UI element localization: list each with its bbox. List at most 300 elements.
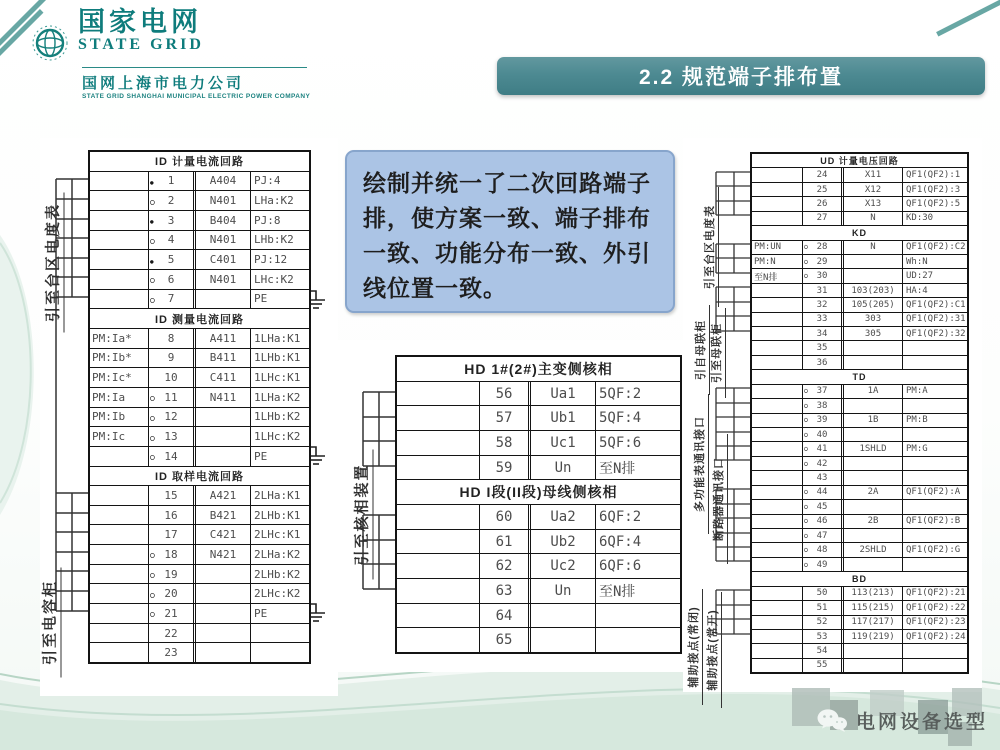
terminal-number: 18 (164, 547, 178, 561)
external-label-cell (90, 250, 149, 269)
terminal-number: 35 (816, 343, 828, 354)
destination-cell: 6QF:2 (599, 508, 642, 525)
external-label-cell: PM:Ic (90, 427, 149, 446)
link-marker-icon (804, 401, 808, 410)
external-label-cell (752, 529, 803, 542)
terminal-number: 21 (164, 606, 178, 620)
side-label: 引至核相装置 (351, 450, 374, 580)
destination-cell: PJ:4 (254, 174, 281, 188)
terminal-row (752, 427, 967, 441)
terminal-number: 43 (816, 472, 828, 483)
link-marker-icon (150, 175, 154, 186)
globe-icon (30, 22, 70, 64)
table-section-header (397, 357, 680, 381)
terminal-number: 53 (816, 631, 828, 642)
destination-cell: 1LHc:K1 (254, 371, 301, 385)
terminal-row (752, 398, 967, 412)
terminal-row (90, 524, 309, 544)
destination-cell: PJ:8 (254, 213, 281, 227)
terminal-number: 17 (164, 528, 178, 542)
wire-number-cell: N401 (196, 270, 251, 289)
destination-cell: QF1(QF2):22 (906, 602, 966, 613)
table-section-header (90, 466, 309, 486)
external-label-cell (752, 313, 803, 326)
terminal-row (752, 658, 967, 672)
wire-number-cell (196, 643, 251, 662)
terminal-row (752, 643, 967, 657)
terminal-number-cell (803, 515, 844, 528)
terminal-number: 20 (164, 587, 178, 601)
wire-number-cell (531, 628, 596, 652)
terminal-row (90, 446, 309, 466)
external-label-cell (90, 604, 149, 623)
external-label-cell (752, 442, 803, 455)
external-label-cell (397, 628, 480, 652)
destination-cell: QF1(QF2):G (906, 545, 961, 556)
terminal-number: 25 (816, 184, 828, 195)
external-label-cell (90, 565, 149, 584)
wire-number-cell (844, 399, 903, 412)
wire-number-cell: B404 (196, 211, 251, 230)
terminal-number-cell (149, 349, 196, 368)
destination-cell: QF1(QF2):32 (906, 328, 966, 339)
wire-number-cell: 105(205) (844, 298, 903, 311)
terminal-row (90, 269, 309, 289)
destination-cell: 5QF:4 (599, 410, 642, 427)
terminal-number: 1 (167, 174, 175, 188)
external-label-cell (90, 525, 149, 544)
terminal-row (752, 528, 967, 542)
wire-number-cell: X13 (844, 197, 903, 210)
terminal-number: 34 (816, 328, 828, 339)
link-marker-icon (150, 569, 155, 580)
link-marker-icon (150, 549, 155, 560)
external-label-cell (397, 505, 480, 529)
terminal-number: 60 (495, 508, 513, 525)
terminal-row (752, 196, 967, 210)
terminal-number: 5 (167, 253, 175, 267)
wire-number-cell (196, 427, 251, 446)
wechat-icon (816, 708, 848, 734)
terminal-number-cell (480, 530, 531, 554)
side-label: 断路器通讯接口 (710, 434, 728, 564)
destination-cell (596, 604, 680, 628)
destination-cell (903, 341, 967, 354)
destination-cell: QF1(QF2):21 (906, 588, 966, 599)
terminal-number-cell (803, 269, 844, 282)
terminal-row (90, 426, 309, 446)
terminal-number: 26 (816, 198, 828, 209)
external-label-cell (90, 270, 149, 289)
external-label-cell: PM:Ib* (90, 349, 149, 368)
link-marker-icon (150, 274, 155, 285)
destination-cell: PE (254, 292, 268, 306)
external-label-cell (752, 486, 803, 499)
external-label-cell (752, 644, 803, 657)
wire-number-cell: 117(217) (844, 616, 903, 629)
terminal-number-cell (803, 601, 844, 614)
terminal-number-cell (480, 554, 531, 578)
destination-cell: PE (254, 606, 268, 620)
wire-number-cell (196, 624, 251, 643)
external-label-cell (90, 486, 149, 505)
terminal-number: 50 (816, 588, 828, 599)
terminal-number-cell (803, 241, 844, 254)
terminal-number-cell (803, 168, 844, 181)
destination-cell: HA:4 (906, 285, 928, 296)
destination-cell (903, 471, 967, 484)
logo-divider (82, 67, 307, 68)
external-label-cell (397, 554, 480, 578)
slide-title: 2.2 规范端子排布置 (638, 66, 844, 89)
section-title: BD (852, 573, 867, 584)
destination-cell: LHb:K2 (254, 233, 294, 247)
terminal-row (90, 210, 309, 230)
destination-cell: 1LHb:K1 (254, 351, 301, 365)
link-marker-icon (804, 445, 808, 454)
terminal-number-cell (149, 565, 196, 584)
terminal-row (752, 586, 967, 600)
external-label-cell: PM:UN (752, 241, 803, 254)
company-name-en: STATE GRID SHANGHAI MUNICIPAL ELECTRIC POWER COMPANY (82, 93, 311, 100)
external-label-cell (90, 506, 149, 525)
link-marker-icon (804, 546, 808, 555)
terminal-number-cell (803, 587, 844, 600)
terminal-number: 59 (495, 459, 513, 476)
terminal-number: 29 (816, 256, 828, 267)
terminal-row (752, 384, 967, 398)
link-marker-icon (804, 243, 808, 252)
terminal-number-cell (149, 506, 196, 525)
terminal-number-cell (480, 431, 531, 455)
destination-cell: 1LHb:K2 (254, 410, 301, 424)
terminal-number: 44 (816, 487, 828, 498)
terminal-number: 38 (816, 400, 828, 411)
external-label-cell (90, 545, 149, 564)
external-label-cell (752, 399, 803, 412)
destination-cell: PE (254, 449, 268, 463)
terminal-number: 27 (816, 213, 828, 224)
terminal-number: 22 (164, 626, 178, 640)
terminal-number: 3 (167, 213, 175, 227)
external-label-cell (397, 406, 480, 430)
terminal-number: 65 (495, 632, 513, 649)
link-marker-icon (150, 608, 155, 619)
destination-cell (903, 500, 967, 513)
terminal-row (90, 583, 309, 603)
terminal-number-cell (149, 211, 196, 230)
terminal-row (397, 603, 680, 628)
destination-cell: PM:G (906, 444, 928, 455)
link-marker-icon (804, 459, 808, 468)
terminal-row (90, 407, 309, 427)
side-label: 引至电容柜 (39, 568, 62, 678)
wire-number-cell: Un (531, 579, 596, 603)
link-marker-icon (150, 411, 155, 422)
link-marker-icon (150, 195, 155, 206)
destination-cell: 5QF:2 (599, 385, 642, 402)
link-marker-icon (804, 416, 808, 425)
wire-number-cell (844, 529, 903, 542)
terminal-number: 52 (816, 617, 828, 628)
terminal-row (90, 485, 309, 505)
terminal-number: 54 (816, 646, 828, 657)
terminal-row (397, 381, 680, 406)
note-text: 绘制并统一了二次回路端子排，使方案一致、端子排布一致、功能分布一致、外引线位置一致。 (363, 170, 651, 301)
wire-number-cell (844, 341, 903, 354)
section-title: ID 取样电流回路 (154, 470, 245, 483)
external-label-cell (90, 624, 149, 643)
external-label-cell (752, 414, 803, 427)
destination-cell: QF1(QF2):5 (906, 198, 961, 209)
external-label-cell (752, 558, 803, 571)
destination-cell: 1LHa:K2 (254, 390, 301, 404)
terminal-number-cell (149, 604, 196, 623)
terminal-number: 55 (816, 660, 828, 671)
terminal-row (752, 485, 967, 499)
terminal-row (752, 182, 967, 196)
side-label: 辅助接点(常闭) (685, 589, 703, 705)
terminal-number: 63 (495, 582, 513, 599)
external-label-cell (752, 327, 803, 340)
external-label-cell (90, 211, 149, 230)
wire-number-cell: N401 (196, 231, 251, 250)
terminal-number: 57 (495, 410, 513, 427)
destination-cell: QF1(QF2):C1 (906, 299, 966, 310)
destination-cell (903, 356, 967, 369)
terminal-number: 40 (816, 429, 828, 440)
terminal-number-cell (803, 471, 844, 484)
external-label-cell (397, 579, 480, 603)
table-section-header (752, 369, 967, 383)
terminal-row (752, 629, 967, 643)
logo-name-cn: 国家电网 (78, 7, 202, 37)
terminal-number: 49 (816, 559, 828, 570)
terminal-number: 12 (164, 410, 178, 424)
terminal-row (752, 456, 967, 470)
terminal-row (752, 297, 967, 311)
wire-number-cell: 2A (844, 486, 903, 499)
external-label-cell (90, 172, 149, 191)
link-marker-icon (150, 293, 155, 304)
external-label-cell: PM:Ib (90, 408, 149, 427)
terminal-row (397, 529, 680, 554)
terminal-row (752, 499, 967, 513)
destination-cell (903, 659, 967, 672)
link-marker-icon (804, 430, 808, 439)
external-label-cell (90, 584, 149, 603)
wire-number-cell: 113(213) (844, 587, 903, 600)
destination-cell: UD:27 (906, 271, 934, 282)
destination-cell (596, 628, 680, 652)
wire-number-cell: 2B (844, 515, 903, 528)
terminal-number: 30 (816, 271, 828, 282)
terminal-number: 14 (164, 449, 178, 463)
terminal-row (752, 254, 967, 268)
terminal-number-cell (803, 298, 844, 311)
terminal-number: 15 (164, 488, 178, 502)
wire-number-cell: Ua2 (531, 505, 596, 529)
destination-cell: KD:30 (906, 213, 934, 224)
terminal-row (397, 504, 680, 529)
terminal-number-cell (149, 368, 196, 387)
wire-number-cell: N (844, 241, 903, 254)
terminal-number: 47 (816, 530, 828, 541)
terminal-number: 51 (816, 602, 828, 613)
external-label-cell (397, 604, 480, 628)
wire-number-cell: 303 (844, 313, 903, 326)
terminal-number: 10 (164, 371, 178, 385)
wire-number-cell (196, 565, 251, 584)
link-marker-icon (804, 560, 808, 569)
section-title: UD 计量电压回路 (820, 156, 899, 167)
terminal-number-cell (149, 545, 196, 564)
terminal-number-cell (149, 270, 196, 289)
terminal-table-phasing (395, 355, 682, 654)
destination-cell (903, 558, 967, 571)
terminal-number: 31 (816, 285, 828, 296)
wire-number-cell (531, 604, 596, 628)
terminal-number-cell (149, 584, 196, 603)
terminal-number-cell (803, 442, 844, 455)
destination-cell: 2LHc:K2 (254, 587, 301, 601)
link-marker-icon (804, 488, 808, 497)
wire-number-cell (844, 356, 903, 369)
link-marker-icon (804, 272, 808, 281)
terminal-row (90, 190, 309, 210)
terminal-number: 48 (816, 545, 828, 556)
terminal-number-cell (803, 414, 844, 427)
terminal-number: 7 (167, 292, 175, 306)
wire-number-cell: N401 (196, 191, 251, 210)
table-section-header (397, 479, 680, 504)
destination-cell: QF1(QF2):23 (906, 617, 966, 628)
side-label: 引至母联柜 (708, 308, 726, 398)
destination-cell: 6QF:4 (599, 533, 642, 550)
terminal-row (90, 544, 309, 564)
terminal-number: 9 (167, 351, 175, 365)
wire-number-cell: 115(215) (844, 601, 903, 614)
terminal-number-cell (149, 643, 196, 662)
terminal-row (752, 470, 967, 484)
side-label: 辅助接点(常开) (704, 592, 722, 708)
wire-number-cell: 1A (844, 385, 903, 398)
wire-number-cell: N421 (196, 545, 251, 564)
side-label: 引自母联柜 (692, 305, 710, 395)
external-label-cell (752, 298, 803, 311)
external-label-cell: PM:Ia (90, 388, 149, 407)
terminal-row (90, 505, 309, 525)
external-label-cell (752, 471, 803, 484)
terminal-row (90, 623, 309, 643)
wire-number-cell (196, 290, 251, 309)
table-section-header (752, 154, 967, 167)
wire-number-cell: Ub1 (531, 406, 596, 430)
destination-cell (251, 624, 309, 643)
destination-cell: 2LHb:K1 (254, 508, 301, 522)
terminal-row (90, 564, 309, 584)
external-label-cell: 至N排 (752, 269, 803, 282)
external-label-cell (752, 428, 803, 441)
terminal-number: 61 (495, 533, 513, 550)
destination-cell: PJ:12 (254, 253, 288, 267)
wire-number-cell: 2SHLD (844, 543, 903, 556)
terminal-number: 2 (167, 194, 175, 208)
terminal-number-cell (149, 191, 196, 210)
watermark (816, 707, 988, 734)
terminal-number-cell (803, 457, 844, 470)
terminal-row (752, 413, 967, 427)
terminal-row (90, 249, 309, 269)
terminal-row (752, 268, 967, 282)
destination-cell: 1LHa:K1 (254, 331, 301, 345)
link-marker-icon (150, 392, 155, 403)
wire-number-cell: B421 (196, 506, 251, 525)
destination-cell: 至N排 (599, 583, 636, 600)
external-label-cell (752, 197, 803, 210)
wire-number-cell (196, 408, 251, 427)
terminal-number: 46 (816, 516, 828, 527)
destination-cell: QF1(QF2):31 (906, 314, 966, 325)
terminal-number: 33 (816, 314, 828, 325)
external-label-cell (752, 543, 803, 556)
terminal-number-cell (803, 529, 844, 542)
terminal-number: 11 (164, 390, 178, 404)
external-label-cell (752, 212, 803, 225)
terminal-row (752, 340, 967, 354)
external-label-cell (752, 385, 803, 398)
link-marker-icon (804, 257, 808, 266)
external-label-cell: PM:N (752, 255, 803, 268)
destination-cell: QF1(QF2):C2 (906, 242, 966, 253)
terminal-number-cell (803, 659, 844, 672)
terminal-number-cell (149, 329, 196, 348)
terminal-number-cell (149, 172, 196, 191)
terminal-number: 28 (816, 242, 828, 253)
slide-title-bar (497, 57, 985, 95)
wire-number-cell: C401 (196, 250, 251, 269)
terminal-number-cell (803, 428, 844, 441)
terminal-number-cell (803, 313, 844, 326)
external-label-cell (752, 168, 803, 181)
terminal-number-cell (149, 447, 196, 466)
wire-number-cell (844, 644, 903, 657)
terminal-number-cell (149, 388, 196, 407)
terminal-number: 41 (816, 444, 828, 455)
wire-number-cell: Ub2 (531, 530, 596, 554)
wire-number-cell (196, 447, 251, 466)
terminal-number: 62 (495, 558, 513, 575)
terminal-number-cell (149, 290, 196, 309)
terminal-row (397, 455, 680, 480)
terminal-number-cell (149, 427, 196, 446)
terminal-number: 23 (164, 646, 178, 660)
terminal-row (752, 312, 967, 326)
destination-cell (251, 643, 309, 662)
table-section-header (752, 571, 967, 585)
link-marker-icon (804, 531, 808, 540)
destination-cell: 2LHb:K2 (254, 567, 301, 581)
destination-cell: QF1(QF2):A (906, 487, 961, 498)
wire-number-cell: Uc2 (531, 554, 596, 578)
wire-number-cell: C421 (196, 525, 251, 544)
terminal-row (752, 167, 967, 181)
wire-number-cell: Ua1 (531, 382, 596, 406)
wire-number-cell: 119(219) (844, 630, 903, 643)
terminal-row (752, 283, 967, 297)
wire-number-cell (844, 558, 903, 571)
terminal-table-voltage (750, 152, 969, 674)
